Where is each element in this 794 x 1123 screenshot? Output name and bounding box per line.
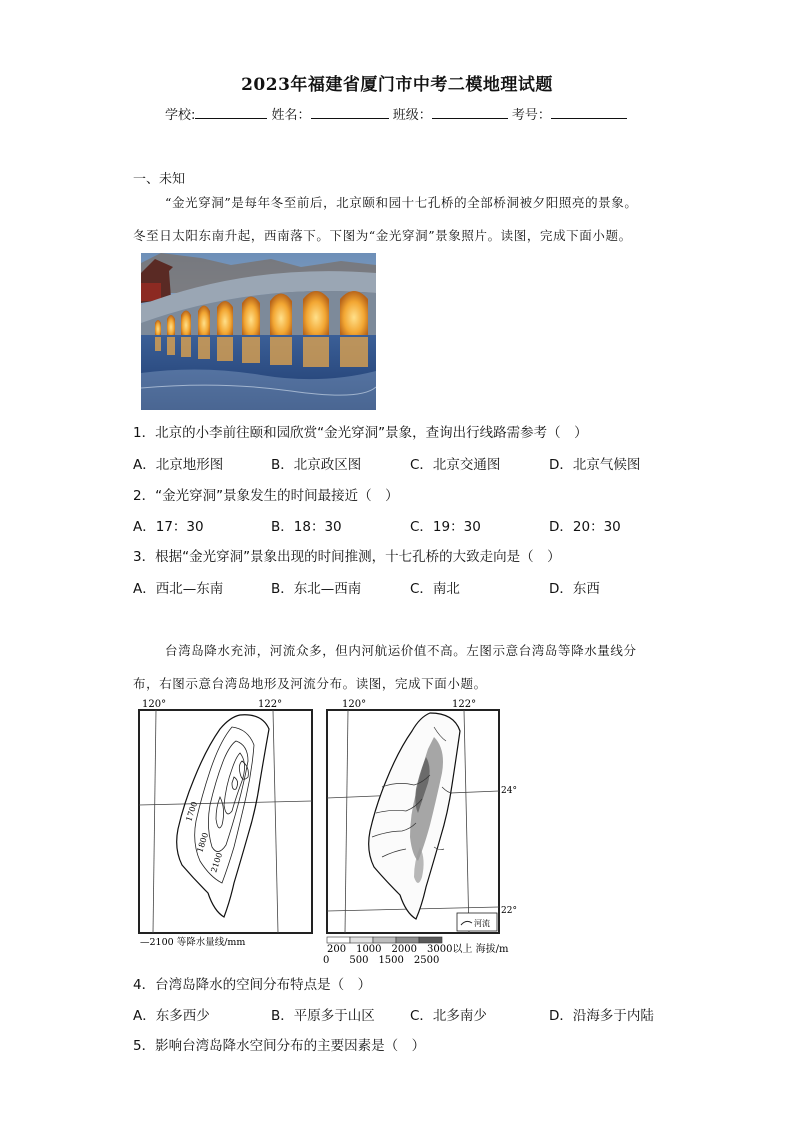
golden-light-bridge-photo <box>141 253 376 410</box>
q3-option-a[interactable]: A．西北—东南 <box>133 581 224 597</box>
class-blank[interactable] <box>432 106 508 119</box>
question-5-stem: 5．影响台湾岛降水空间分布的主要因素是（ ） <box>133 1038 426 1054</box>
q3-option-c[interactable]: C．南北 <box>410 581 460 597</box>
passage2-line1: 台湾岛降水充沛，河流众多，但内河航运价值不高。左图示意台湾岛等降水量线分 <box>165 643 637 658</box>
exam-number-blank[interactable] <box>551 106 627 119</box>
right-map-elevation-scale-bottom: 0 500 1500 2500 <box>323 955 440 965</box>
name-blank[interactable] <box>311 106 389 119</box>
q3-option-d[interactable]: D．东西 <box>549 581 600 597</box>
question-4-stem: 4．台湾岛降水的空间分布特点是（ ） <box>133 977 372 993</box>
right-map-elevation-scale-top: 200 1000 2000 3000以上 海拔/m <box>327 944 509 955</box>
section-heading: 一、未知 <box>133 172 186 187</box>
left-map-lon-122: 122° <box>258 699 283 710</box>
left-map-isohyet-1800: 1800 <box>195 831 211 854</box>
q4-option-d[interactable]: D．沿海多于内陆 <box>549 1008 654 1024</box>
passage1-line1: “金光穿洞”是每年冬至前后，北京颐和园十七孔桥的全部桥洞被夕阳照亮的景象。 <box>165 195 638 210</box>
q2-option-b[interactable]: B．18：30 <box>271 519 342 535</box>
passage1-line2: 冬至日太阳东南升起，西南落下。下图为“金光穿洞”景象照片。读图，完成下面小题。 <box>133 228 632 243</box>
right-map-lon-120: 120° <box>342 699 367 710</box>
q1-option-a[interactable]: A．北京地形图 <box>133 457 224 473</box>
passage2-line2: 布，右图示意台湾岛地形及河流分布。读图，完成下面小题。 <box>133 676 487 691</box>
right-map-lon-122: 122° <box>452 699 477 710</box>
q1-option-c[interactable]: C．北京交通图 <box>410 457 501 473</box>
school-blank[interactable] <box>195 106 267 119</box>
right-map-lat-22: 22° <box>501 906 517 916</box>
left-map-legend: —2100 等降水量线/mm <box>140 937 246 948</box>
name-label: 姓名： <box>271 108 311 123</box>
q3-option-b[interactable]: B．东北—西南 <box>271 581 362 597</box>
q1-option-b[interactable]: B．北京政区图 <box>271 457 362 473</box>
question-1-stem: 1．北京的小李前往颐和园欣赏“金光穿洞”景象，查询出行线路需参考（ ） <box>133 425 588 441</box>
left-map-lon-120: 120° <box>142 699 167 710</box>
q1-option-d[interactable]: D．北京气候图 <box>549 457 641 473</box>
left-map-isohyet-2100: 2100 <box>209 851 225 874</box>
taiwan-precipitation-map <box>136 697 316 949</box>
question-2-stem: 2．“金光穿洞”景象发生的时间最接近（ ） <box>133 488 399 504</box>
student-info-row <box>165 104 627 123</box>
q2-option-c[interactable]: C．19：30 <box>410 519 481 535</box>
taiwan-terrain-river-map <box>322 697 527 965</box>
q2-option-d[interactable]: D．20：30 <box>549 519 621 535</box>
q2-option-a[interactable]: A．17：30 <box>133 519 204 535</box>
right-map-lat-24: 24° <box>501 786 517 796</box>
class-label: 班级： <box>392 108 432 123</box>
q4-option-b[interactable]: B．平原多于山区 <box>271 1008 375 1024</box>
question-3-stem: 3．根据“金光穿洞”景象出现的时间推测，十七孔桥的大致走向是（ ） <box>133 549 561 565</box>
exam-title: 2023年福建省厦门市中考二模地理试题 <box>241 75 553 95</box>
right-map-river-legend: 河流 <box>474 919 490 928</box>
q4-option-c[interactable]: C．北多南少 <box>410 1008 487 1024</box>
q4-option-a[interactable]: A．东多西少 <box>133 1008 210 1024</box>
exam-number-label: 考号： <box>511 108 551 123</box>
school-label: 学校: <box>165 108 196 123</box>
left-map-isohyet-1700: 1700 <box>184 800 200 823</box>
